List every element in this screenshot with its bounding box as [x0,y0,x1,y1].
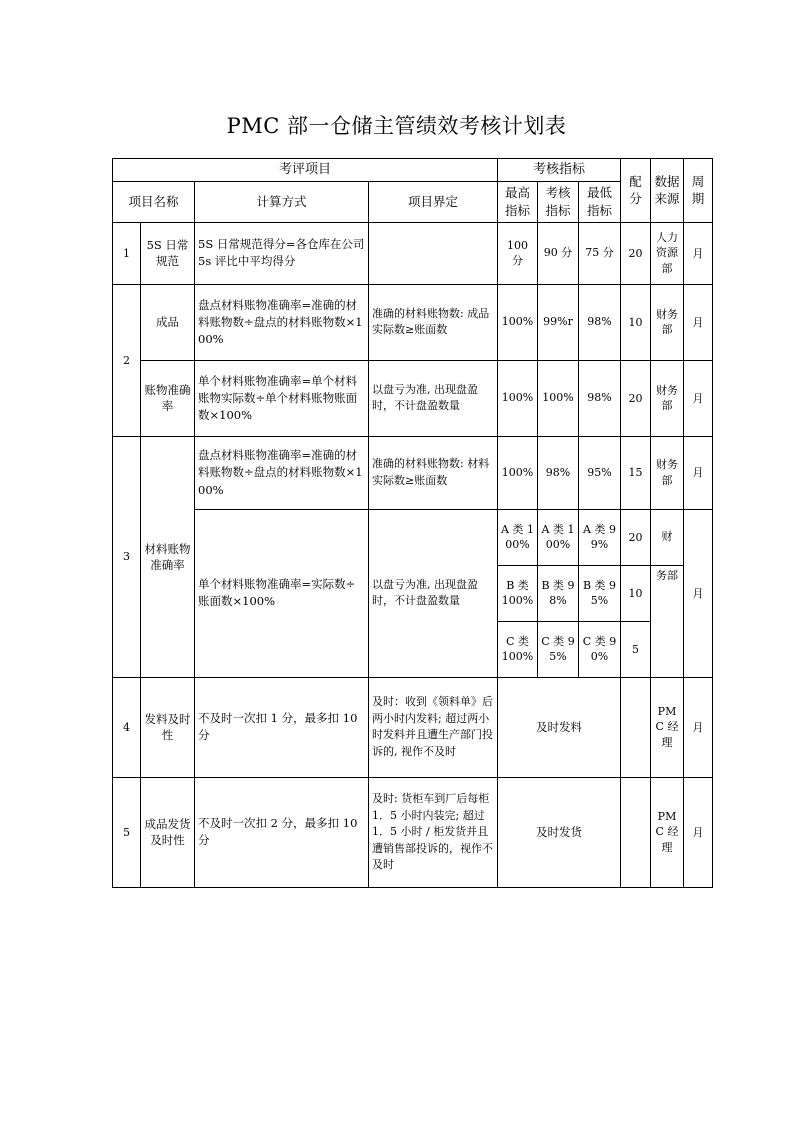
row-item-name: 成品发货及时性 [141,777,195,887]
header-col-calc: 计算方式 [195,182,369,223]
row-target-indicator: 99%r [538,284,579,360]
row-score-c: 5 [621,621,651,677]
table-row [113,509,713,565]
header-col-target: 考核指标 [538,182,579,223]
row-max-indicator: 100% [498,436,538,509]
row-define: 及时：收到《领料单》后两小时内发料; 超过两小时发料并且遭生产部门投诉的, 视作不及时 [369,677,498,777]
row-score [621,777,651,887]
row-min-indicator: 98% [579,360,621,436]
table-row [113,677,713,777]
row-define: 以盘亏为准, 出现盘盈时，不计盘盈数量 [369,509,498,677]
row-calc: 5S 日常规范得分=各仓库在公司 5s 评比中平均得分 [195,222,369,284]
header-col-source: 数据来源 [651,159,684,223]
header-col-item-name: 项目名称 [113,182,195,223]
row-source: 财务部 [651,284,684,360]
row-define [369,222,498,284]
row-indicator-merged: 及时发料 [498,677,621,777]
row-number: 3 [113,436,141,677]
table-row [113,436,713,509]
header-col-period: 周期 [684,159,713,223]
row-score: 20 [621,360,651,436]
row-score: 20 [621,222,651,284]
row-target-indicator-a: A 类 100% [538,509,579,565]
row-period: 月 [684,222,713,284]
row-min-indicator: 98% [579,284,621,360]
row-source: 人力资源部 [651,222,684,284]
row-period: 月 [684,284,713,360]
row-calc: 不及时一次扣 2 分，最多扣 10 分 [195,777,369,887]
row-calc: 单个材料账物准确率=单个材料账物实际数÷单个材料账物账面数×100% [195,360,369,436]
row-source: PMC 经理 [651,677,684,777]
row-number: 1 [113,222,141,284]
table-row [113,284,713,360]
row-item-name: 5S 日常规范 [141,222,195,284]
row-target-indicator-c: C 类 95% [538,621,579,677]
header-group-assessment: 考评项目 [113,159,498,182]
row-max-indicator-a: A 类 100% [498,509,538,565]
row-min-indicator-c: C 类 90% [579,621,621,677]
row-score: 15 [621,436,651,509]
row-item-name: 材料账物准确率 [141,436,195,677]
row-score: 10 [621,284,651,360]
row-score-b: 10 [621,565,651,621]
row-item-name: 账物准确率 [141,360,195,436]
row-source: 财务部 [651,360,684,436]
row-target-indicator: 100% [538,360,579,436]
page-title: PMC 部一仓储主管绩效考核计划表 [226,114,567,138]
row-score-a: 20 [621,509,651,565]
row-calc: 单个材料账物准确率=实际数÷账面数×100% [195,509,369,677]
table-header-group-row [113,159,713,182]
row-item-name: 成品 [141,284,195,360]
row-calc: 盘点材料账物准确率=准确的材料账物数÷盘点的材料账物数×100% [195,284,369,360]
table-row [113,222,713,284]
row-calc: 不及时一次扣 1 分，最多扣 10 分 [195,677,369,777]
row-item-name: 发料及时性 [141,677,195,777]
row-period: 月 [684,777,713,887]
row-source-top: 财 [651,509,684,565]
row-max-indicator-c: C 类 100% [498,621,538,677]
row-score [621,677,651,777]
row-min-indicator: 75 分 [579,222,621,284]
row-min-indicator-b: B 类 95% [579,565,621,621]
header-col-min: 最低指标 [579,182,621,223]
row-source: 财务部 [651,436,684,509]
row-period: 月 [684,509,713,677]
row-calc: 盘点材料账物准确率=准确的材料账物数÷盘点的材料账物数×100% [195,436,369,509]
row-number: 4 [113,677,141,777]
performance-appraisal-table [112,158,713,888]
row-define: 以盘亏为准, 出现盘盈时，不计盘盈数量 [369,360,498,436]
row-period: 月 [684,436,713,509]
row-define: 准确的材料账物数: 材料实际数≥账面数 [369,436,498,509]
row-target-indicator-b: B 类 98% [538,565,579,621]
header-group-indicator: 考核指标 [498,159,621,182]
row-number: 5 [113,777,141,887]
row-period: 月 [684,360,713,436]
row-max-indicator: 100% [498,284,538,360]
row-define: 准确的材料账物数: 成品实际数≥账面数 [369,284,498,360]
header-col-max: 最高指标 [498,182,538,223]
row-target-indicator: 90 分 [538,222,579,284]
row-target-indicator: 98% [538,436,579,509]
table-row [113,777,713,887]
row-max-indicator: 100% [498,360,538,436]
header-col-score: 配分 [621,159,651,223]
row-max-indicator: 100 分 [498,222,538,284]
table-row [113,360,713,436]
row-number: 2 [113,284,141,436]
header-col-define: 项目界定 [369,182,498,223]
row-period: 月 [684,677,713,777]
row-min-indicator-a: A 类 99% [579,509,621,565]
row-max-indicator-b: B 类 100% [498,565,538,621]
row-min-indicator: 95% [579,436,621,509]
row-define: 及时: 货柜车到厂后每柜1．5 小时内装完; 超过1．5 小时 / 柜发货并且遭销售部投诉的，视作不及时 [369,777,498,887]
row-source: PMC 经理 [651,777,684,887]
row-source-bottom: 务部 [651,565,684,677]
row-indicator-merged: 及时发货 [498,777,621,887]
